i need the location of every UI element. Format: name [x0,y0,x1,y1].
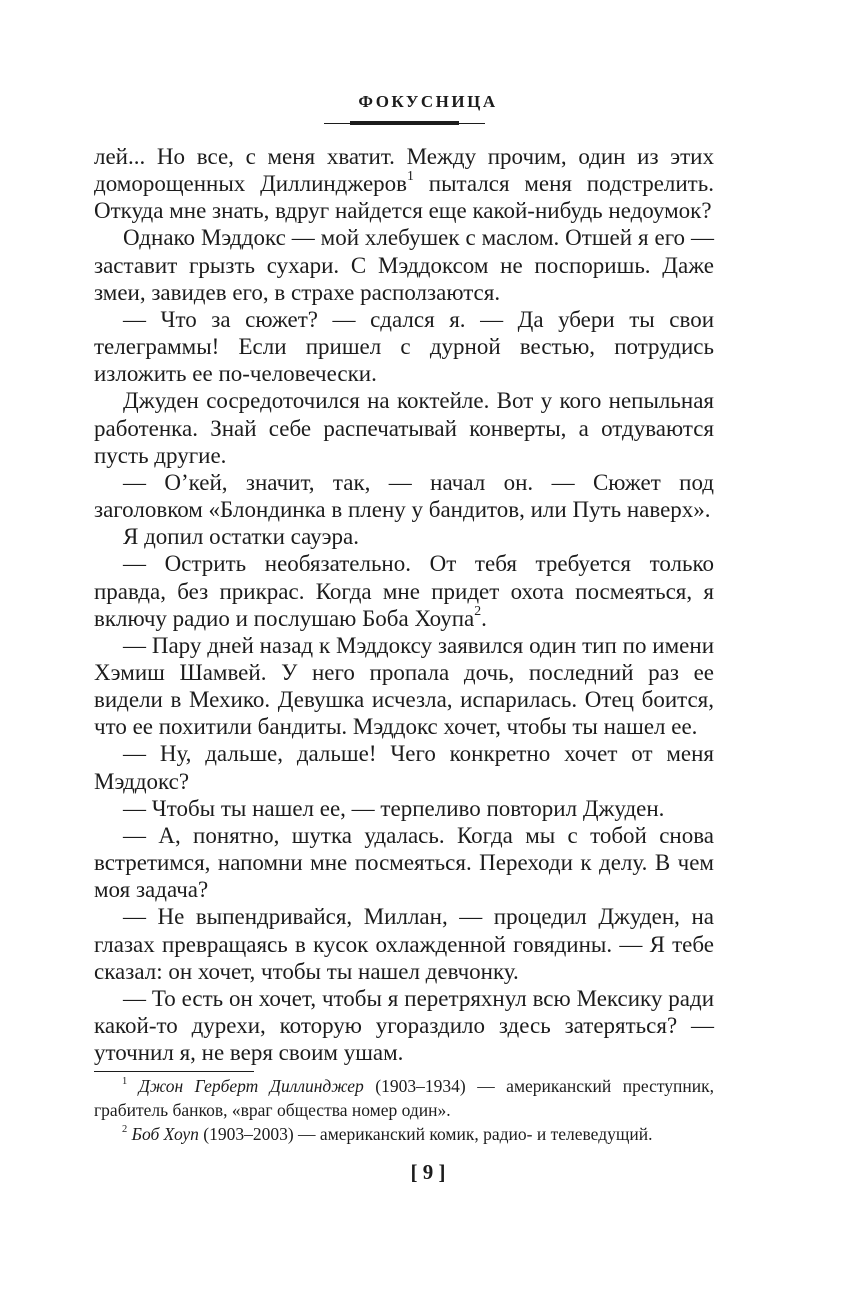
paragraph-text: — То есть он хочет, чтобы я перетряхнул всю Мексику ради какой-то дурехи, которую угораздило здесь затеряться? — уточнил я, не веря своим ушам. [94,985,714,1066]
paragraph-text: пытался меня подстрелить. Откуда мне знать, вдруг найдется еще какой-нибудь недоумок? [94,171,714,224]
footnote-text: (1903–1934) — американский преступник, грабитель банков, «враг общества номер один». [94,1076,714,1120]
paragraph [94,903,714,984]
paragraph [94,632,714,741]
paragraph-text: Я допил остатки сауэра. [123,524,360,550]
paragraph [94,550,714,631]
paragraph-text: Джуден сосредоточился на коктейле. Вот у кого непыльная работенка. Знай себе распечатывай конверты, а отдуваются пусть другие. [94,388,714,468]
paragraph [94,469,714,523]
page-number: [ 9 ] [410,1160,446,1184]
footnote-mark: 2 [122,1123,128,1135]
paragraph [94,740,714,794]
body-text [94,143,714,1066]
paragraph-text: — А, понятно, шутка удалась. Когда мы с тобой снова встретимся, напомни мне посмеяться. Переходи к делу. В чем моя задача? [94,822,714,903]
paragraph-text: Однако Мэддокс — мой хлебушек с маслом. Отшей я его — заставит грызть сухари. С Мэддоксом не поспоришь. Даже змеи, завидев его, в страхе расползаются. [94,225,714,305]
paragraph-text: — Что за сюжет? — сдался я. — Да убери ты свои телеграммы! Если пришел с дурной вестью, потрудись изложить ее по-человечески. [94,306,714,387]
paragraph [94,224,714,305]
running-head: ФОКУСНИЦА [358,92,498,111]
footnote [94,1122,714,1146]
paragraph-text: . [481,605,487,631]
paragraph [94,523,714,550]
footnote-text: (1903–2003) — американский комик, радио- и телеведущий. [198,1124,653,1144]
paragraph [94,306,714,387]
paragraph [94,795,714,822]
footnote-divider [94,1071,254,1072]
footnote-reference: 1 [407,168,414,184]
paragraph [94,143,714,224]
footnotes [94,1074,714,1146]
footnote-reference: 2 [474,602,482,618]
paragraph-text: — Чтобы ты нашел ее, — терпеливо повторил Джуден. [123,795,665,821]
footnote-name: Джон Герберт Диллинджер [138,1076,364,1096]
footnote-name: Боб Хоуп [131,1124,199,1144]
running-head-rule-accent [350,121,459,125]
paragraph [94,387,714,468]
paragraph-text: лей... Но все, с меня хватит. Между прочим, один из этих доморощенных Диллинджеров [94,144,714,197]
paragraph-text: — О’кей, значит, так, — начал он. — Сюжет под заголовком «Блондинка в плену у бандитов, или Путь наверх». [94,469,714,523]
paragraph-text: — Пару дней назад к Мэддоксу заявился один тип по имени Хэмиш Шамвей. У него пропала дочь, последний раз ее видели в Мехико. Девушка исчезла, испарилась. Отец боится, что ее похитили бандиты. Мэддокс хочет, чтобы ты нашел ее. [94,632,714,740]
paragraph-text: — Ну, дальше, дальше! Чего конкретно хочет от меня Мэддокс? [94,741,714,794]
paragraph-text: — Не выпендривайся, Миллан, — процедил Джуден, на глазах превращаясь в кусок охлажденной говядины. — Я тебе сказал: он хочет, чтобы ты нашел девчонку. [94,904,714,984]
footnote [94,1074,714,1122]
paragraph [94,985,714,1066]
footnote-mark: 1 [122,1075,128,1087]
paragraph-text: — Острить необязательно. От тебя требуется только правда, без прикрас. Когда мне придет охота посмеяться, я включу радио и послушаю Боба Хоупа [94,551,714,631]
paragraph [94,822,714,903]
